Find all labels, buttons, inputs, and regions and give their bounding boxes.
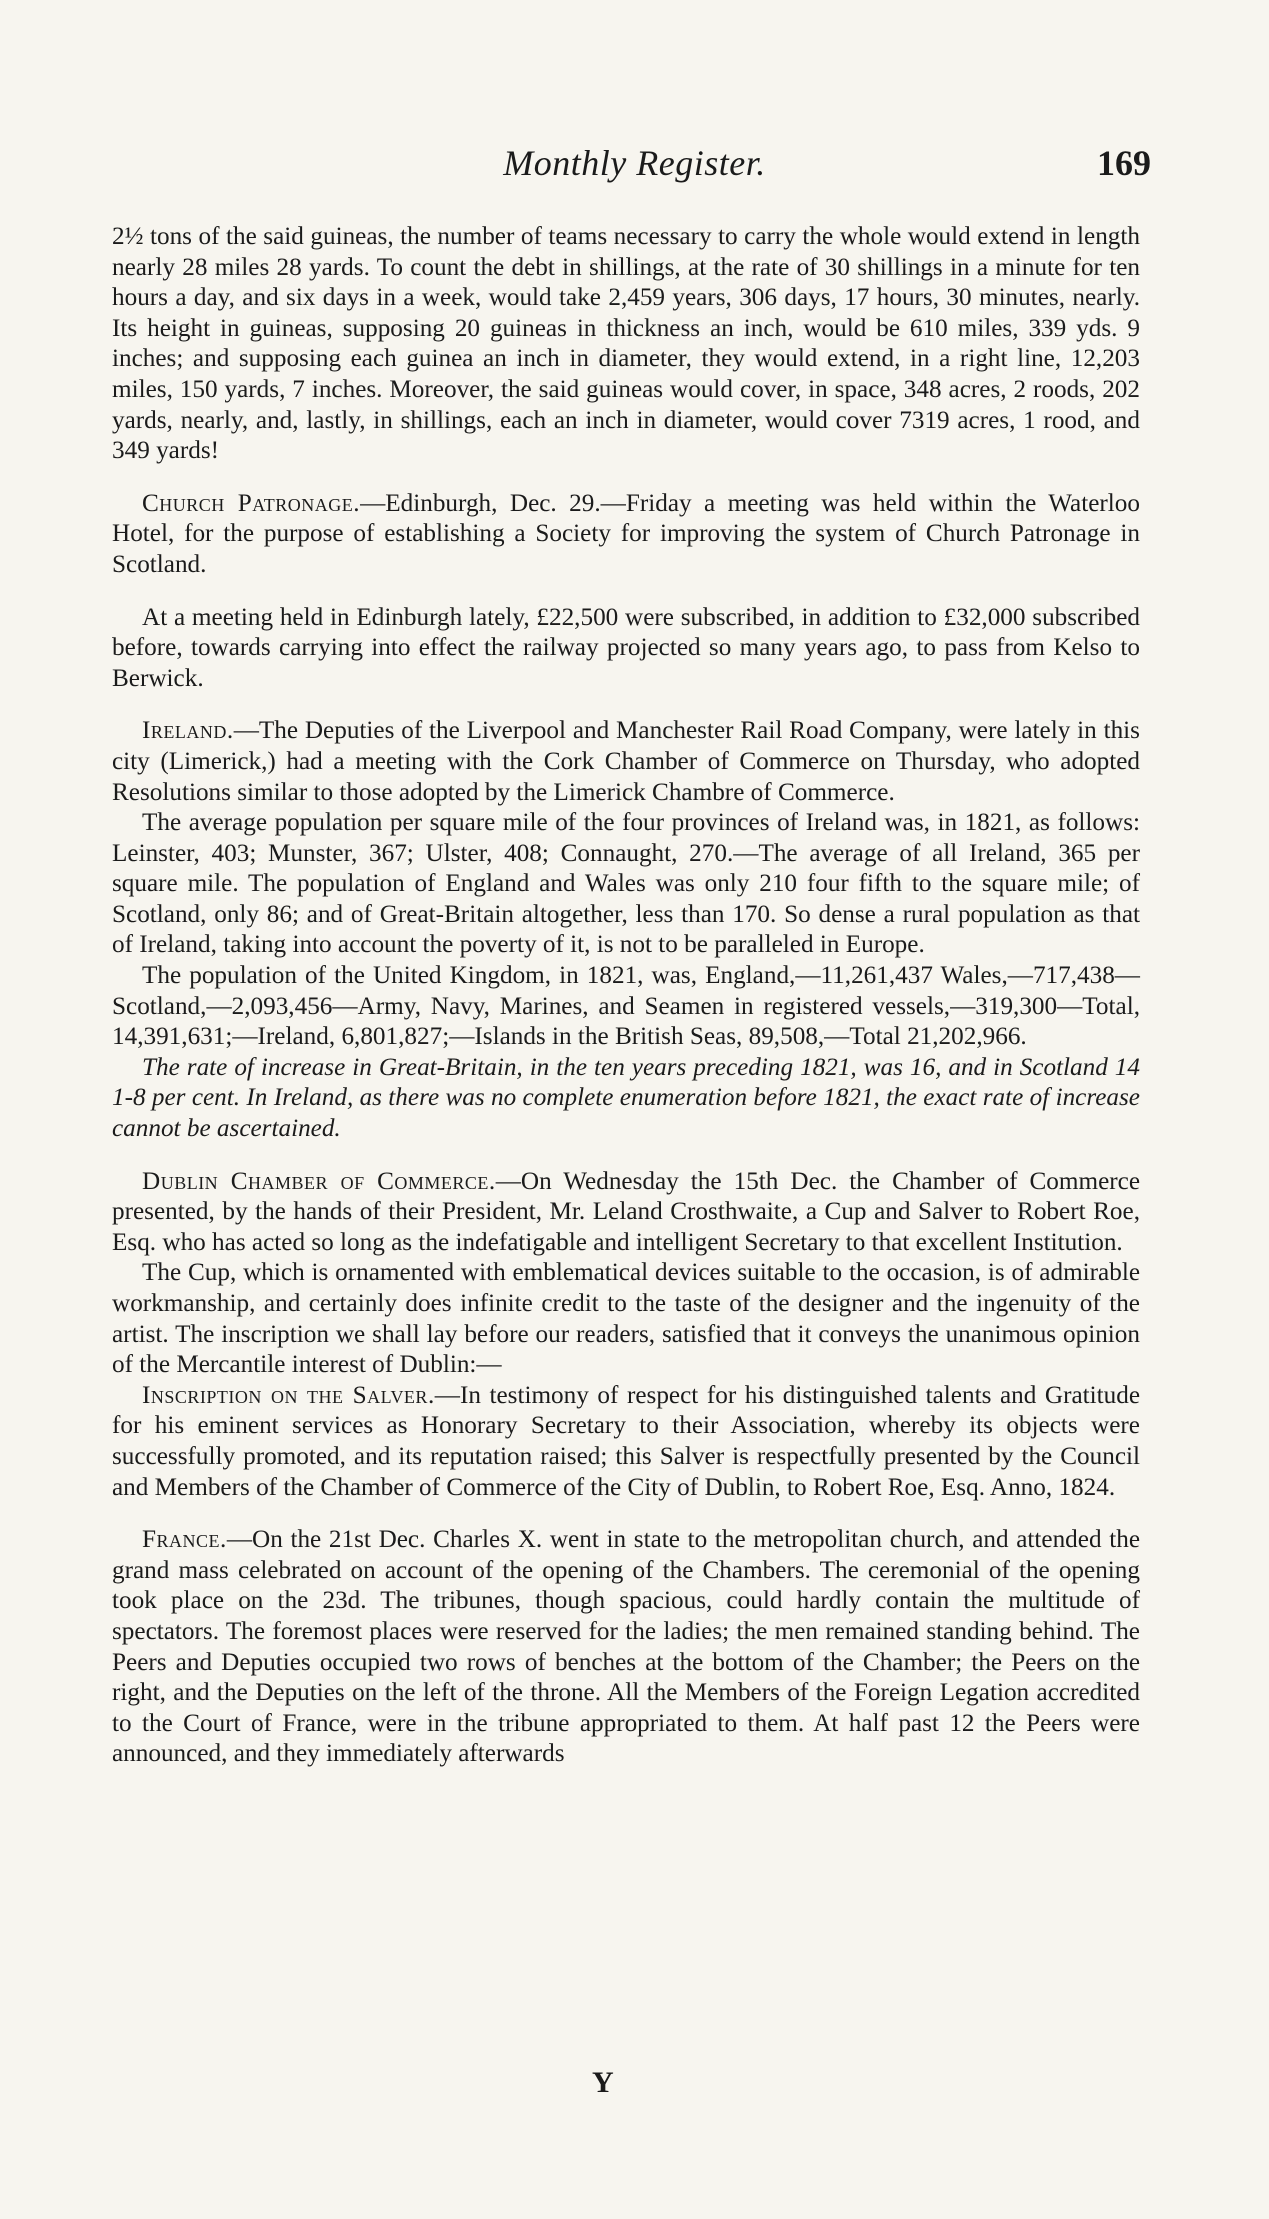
paragraph-population-uk	[112, 961, 1140, 1053]
paragraph-text: 2½ tons of the said guineas, the number of teams necessary to carry the whole would extend in length nearly 28 miles 28 yards. To count the debt in shillings, at the rate of 30 shillings in a minute for ten hours a day, and six days in a week, would take 2,459 years, 306 days, 17 hours, 30 minutes, nearly. Its height in guineas, supposing 20 guineas in thickness an inch, would be 610 miles, 339 yds. 9 inches; and supposing each guinea an inch in diameter, they would extend, in a right line, 12,203 miles, 150 yards, 7 inches. Moreover, the said guineas would cover, in space, 348 acres, 2 roods, 202 yards, nearly, and, lastly, in shillings, each an inch in diameter, would cover 7319 acres, 1 rood, and 349 yards!	[112, 223, 1140, 465]
paragraph-text: The population of the United Kingdom, in 1821, was, England,—11,261,437 Wales,—717,438—Scotland,—2,093,456—Army, Navy, Marines, and Seamen in registered vessels,—319,300—Total, 14,391,631;—Ireland, 6,801,827;—Islands in the British Seas, 89,508,—Total 21,202,966.	[112, 962, 1140, 1051]
paragraph-text: —Edinburgh, Dec. 29.—Friday a meeting was held within the Waterloo Hotel, for the purpose of establishing a Society for improving the system of Church Patronage in Scotland.	[112, 489, 1140, 578]
running-head: Monthly Register.	[503, 143, 766, 183]
paragraph-inscription	[112, 1381, 1140, 1503]
paragraph-rate-of-increase	[112, 1053, 1140, 1145]
section-heading: Dublin Chamber of Commerce.	[142, 1167, 496, 1195]
paragraph-text: —On the 21st Dec. Charles X. went in state to the metropolitan church, and attended the grand mass celebrated on account of the opening of the Chambers. The ceremonial of the opening took place on the 23d. The tribunes, though spacious, could hardly contain the multitude of spectators. The foremost places were reserved for the ladies; the men remained standing behind. The Peers and Deputies occupied two rows of benches at the bottom of the Chamber; the Peers on the right, and the Deputies on the left of the throne. All the Members of the Foreign Legation accredited to the Court of France, were in the tribune appropriated to them. At half past 12 the Peers were announced, and they immediately afterwards	[112, 1526, 1140, 1768]
paragraph-population-density	[112, 808, 1140, 961]
paragraph-text: —On Wednesday the 15th Dec. the Chamber of Commerce presented, by the hands of their President, Mr. Leland Crosthwaite, a Cup and Salver to Robert Roe, Esq. who has acted so long as the indefatigable and intelligent Secretary to that excellent Institution.	[112, 1167, 1140, 1256]
paragraph-text: The average population per square mile of the four provinces of Ireland was, in 1821, as follows: Leinster, 403; Munster, 367; Ulster, 408; Connaught, 270.—The average of all Ireland, 365 per square mile. The population of England and Wales was only 210 four fifth to the square mile; of Scotland, only 86; and of Great-Britain altogether, less than 170. So dense a rural population as that of Ireland, taking into account the poverty of it, is not to be paralleled in Europe.	[112, 809, 1140, 959]
paragraph-france	[112, 1525, 1140, 1770]
paragraph-guineas	[112, 222, 1140, 467]
signature-mark: Y	[592, 2066, 614, 2099]
paragraph-text: The rate of increase in Great-Britain, in the ten years preceding 1821, was 16, and in Scotland 14 1-8 per cent. In Ireland, as there was no complete enumeration before 1821, the exact rate of increase cannot be ascertained.	[112, 1053, 1140, 1143]
paragraph-text: —The Deputies of the Liverpool and Manchester Rail Road Company, were lately in this city (Limerick,) had a meeting with the Cork Chamber of Commerce on Thursday, who adopted Resolutions similar to those adopted by the Limerick Chambre of Commerce.	[112, 717, 1140, 806]
page-number: 169	[1097, 143, 1151, 183]
paragraph-text: At a meeting held in Edinburgh lately, £22,500 were subscribed, in addition to £32,000 subscribed before, towards carrying into effect the railway projected so many years ago, to pass from Kelso to Berwick.	[112, 603, 1140, 692]
section-heading: Church Patronage.	[142, 489, 361, 517]
article-body	[112, 222, 1140, 1770]
paragraph-text: —In testimony of respect for his distinguished talents and Gratitude for his eminent services as Honorary Secretary to their Association, whereby its objects were successfully promoted, and its reputation raised; this Salver is respectfully presented by the Council and Members of the Chamber of Commerce of the City of Dublin, to Robert Roe, Esq. Anno, 1824.	[112, 1381, 1140, 1501]
paragraph-dublin-chamber	[112, 1167, 1140, 1259]
paragraph-ireland	[112, 716, 1140, 808]
section-heading: France.	[142, 1526, 227, 1554]
section-heading: Ireland.	[142, 717, 234, 745]
paragraph-cup	[112, 1258, 1140, 1380]
paragraph-text: The Cup, which is ornamented with emblematical devices suitable to the occasion, is of admirable workmanship, and certainly does infinite credit to the taste of the designer and the ingenuity of the artist. The inscription we shall lay before our readers, satisfied that it conveys the unanimous opinion of the Mercantile interest of Dublin:—	[112, 1259, 1140, 1379]
paragraph-railway	[112, 603, 1140, 695]
section-heading: Inscription on the Salver.	[142, 1381, 435, 1409]
page-header	[0, 142, 1269, 190]
paragraph-church-patronage	[112, 489, 1140, 581]
